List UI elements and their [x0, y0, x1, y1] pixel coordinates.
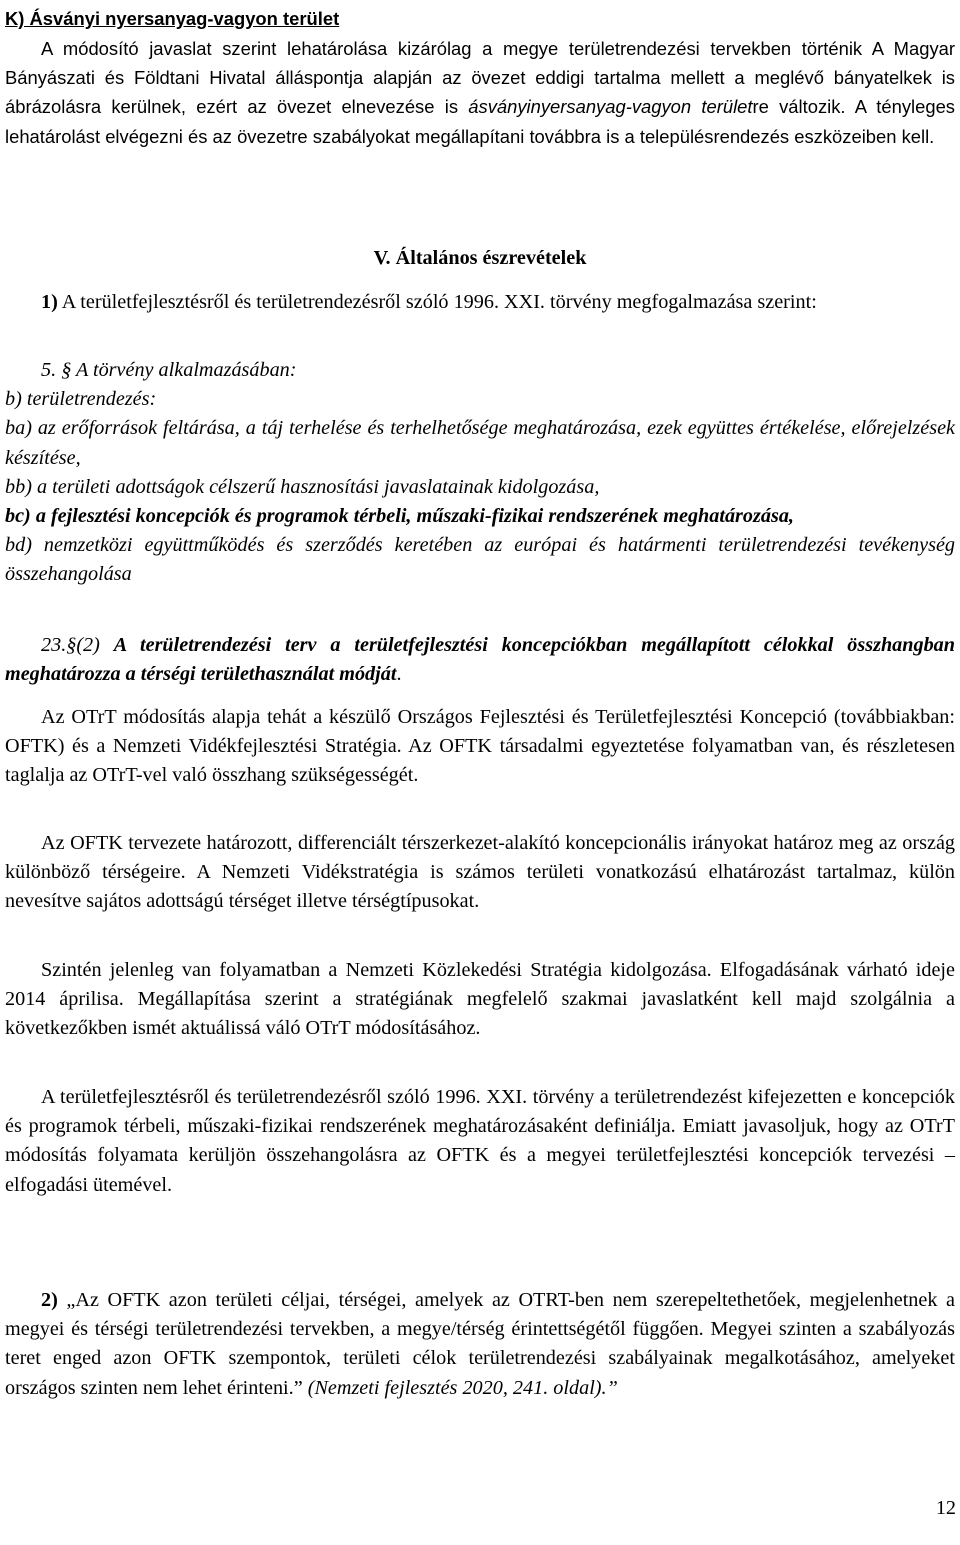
law-5-b: b) területrendezés:	[5, 388, 157, 411]
law-23-bold: A területrendezési terv a területfejlesztési koncepciókban megállapított célokkal összhangban meghatározza a térségi területhasználat módját	[5, 634, 955, 686]
paragraph-oftk-basis: Az OTrT módosítás alapja tehát a készülő Országos Fejlesztési és Területfejlesztési Koncepció (továbbiakban: OFTK) és a Nemzeti Vidékfejlesztési Stratégia. Az OFTK társadalmi egyeztetése folyamatban van, és részletesen taglalja az OTrT-vel való összhang szükségességét.	[5, 706, 955, 787]
paragraph-oftk-draft: Az OFTK tervezete határozott, differenciált térszerkezet-alakító koncepcionális irányokat határoz meg az ország különböző térségeire. A Nemzeti Vidékstratégia is számos területi vonatkozású elhatározást tartalmaz, külön nevesítve sajátos adottságú térséget illetve térségtípusokat.	[5, 832, 955, 913]
section-k-paragraph	[5, 34, 955, 151]
item-2-text: „Az OFTK azon területi céljai, térségei, amelyek az OTRT-ben nem szerepeltethetőek, megjelenhetnek a megyei és térségi területrendezési tervekben, a megye/térség érintettségétől függően. Megyei szinten a szabályozás teret enged azon OFTK szempontok, területi célok területrendezési szabályainak megalkotásához, amelyeket országos szinten nem lehet érinteni.”	[5, 1289, 955, 1399]
section-k-text-a: A módosító javaslat szerint lehatárolása kizárólag a megye területrendezési tervekben történik A Magyar Bányászati és Földtani Hivatal álláspontja alapján az övezet eddigi tartalma mellett a meglévő bányatelkek is ábrázolásra kerülnek, ezért az övezet elnevezése is	[5, 38, 955, 118]
item-2-number: 2)	[41, 1289, 58, 1311]
page-number: 12	[935, 1497, 956, 1519]
law-5-quote	[5, 356, 955, 590]
item-2-source: (Nemzeti fejlesztés 2020, 241. oldal).”	[302, 1376, 618, 1399]
law-5-bb: bb) a területi adottságok célszerű hasznosítási javaslatainak kidolgozása,	[5, 475, 600, 498]
law-23-mark: §(2)	[66, 634, 114, 656]
item-2	[5, 1286, 955, 1403]
law-5-bc: bc) a fejlesztési koncepciók és programok térbeli, műszaki-fizikai rendszerének meghatározása,	[5, 505, 794, 528]
paragraph-law-definition: A területfejlesztésről és területrendezésről szóló 1996. XXI. törvény a területrendezést kifejezetten e koncepciók és programok térbeli, műszaki-fizikai rendszerének meghatározásaként definiálja. Emiatt javasoljuk, hogy az OTrT módosítás folyamata kerüljön összehangolásra az OFTK és a megyei területfejlesztési koncepciók tervezési – elfogadási ütemével.	[5, 1086, 955, 1196]
paragraph-transport-strategy: Szintén jelenleg van folyamatban a Nemzeti Közlekedési Stratégia kidolgozása. Elfogadásának várható ideje 2014 áprilisa. Megállapítása szerint a stratégiának megfelelő szakmai javaslatként kell majd szolgálnia a következőkben ismét aktuálissá váló OTrT módosításához.	[5, 959, 955, 1040]
section-k-text-b: re változik. A tényleges lehatárolást elvégezni és az övezetre szabályokat megállapítani továbbra is a településrendezés eszközeiben kell.	[5, 96, 955, 147]
law-23-end: .	[396, 663, 402, 686]
section-k-heading: K) Ásványi nyersanyag-vagyon terület	[5, 8, 340, 29]
law-5-ba: ba) az erőforrások feltárása, a táj terhelése és terhelhetősége meghatározása, ezek együttes értékelése, előrejelzések készítése,	[5, 417, 955, 469]
law-5-line: 5. § A törvény alkalmazásában:	[41, 359, 297, 381]
section-v-heading: V. Általános észrevételek	[373, 247, 587, 269]
law-5-bd: bd) nemzetközi együttműködés és szerződés keretében az európai és határmenti területrendezési tevékenység összehangolása	[5, 534, 955, 586]
item-1-number: 1)	[41, 291, 58, 313]
item-1	[5, 288, 955, 317]
law-23-prefix: 23.	[41, 634, 67, 656]
item-1-text: A területfejlesztésről és területrendezésről szóló 1996. XXI. törvény megfogalmazása szerint:	[57, 291, 817, 313]
law-23-quote	[5, 631, 955, 689]
section-k-italic-term: ásványinyersanyag-vagyon terület	[468, 96, 753, 118]
